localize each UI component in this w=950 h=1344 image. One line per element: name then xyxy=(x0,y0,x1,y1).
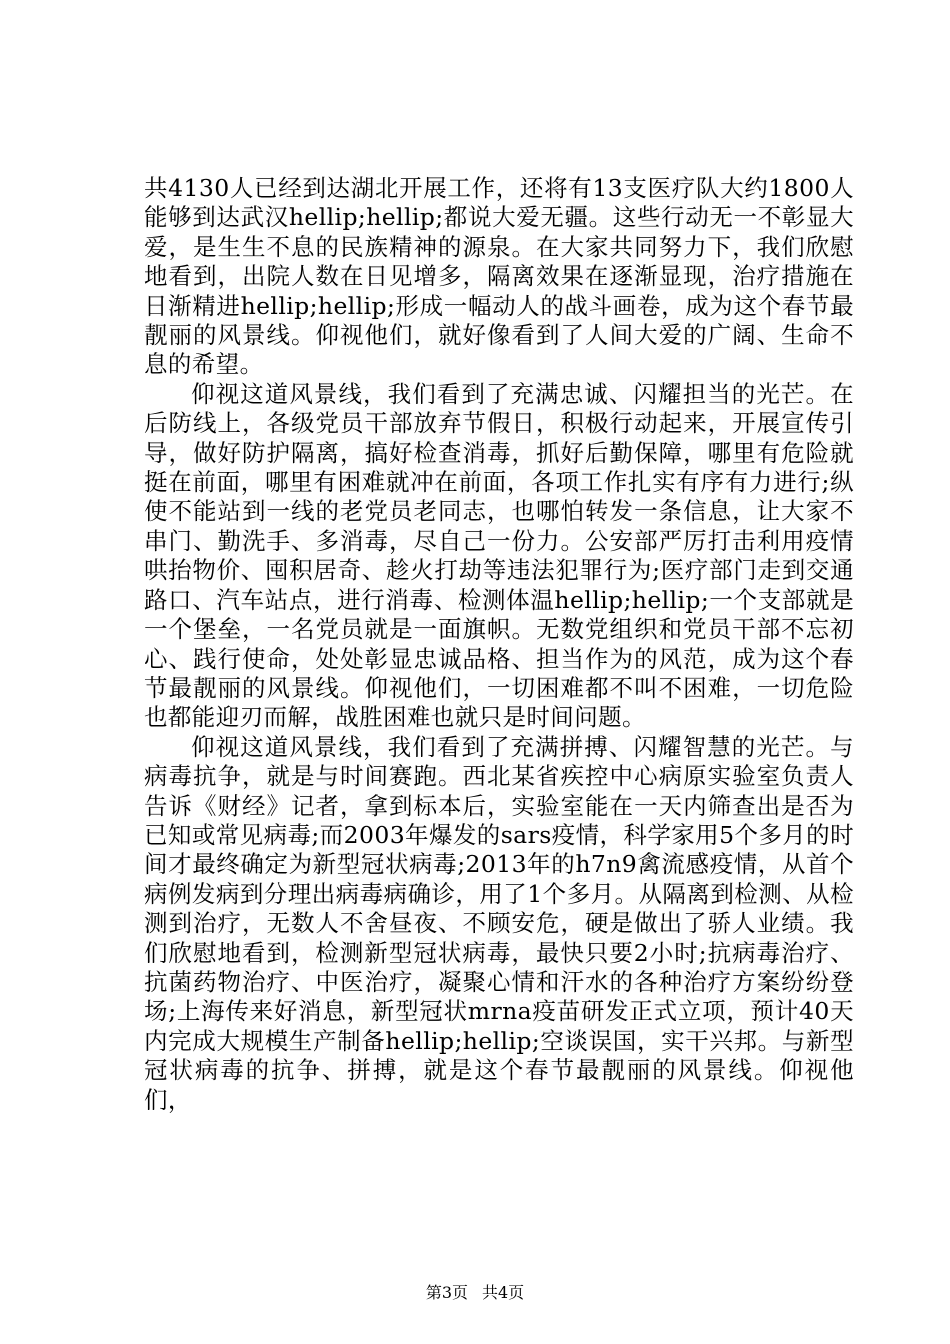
page-total: 共4页 xyxy=(482,1283,525,1302)
paragraph-2: 仰视这道风景线，我们看到了充满忠诚、闪耀担当的光芒。在后防线上，各级党员干部放弃节假日，积极行动起来，开展宣传引导，做好防护隔离，搞好检查消毒，抓好后勤保障，哪里有危险就挺在前面，哪里有困难就冲在前面，各项工作扎实有序有力进行;纵使不能站到一线的老党员老同志，也哪怕转发一条信息，让大家不串门、勤洗手、多消毒，尽自己一份力。公安部严厉打击利用疫情哄抬物价、囤积居奇、趁火打劫等违法犯罪行为;医疗部门走到交通路口、汽车站点，进行消毒、检测体温hellip;hellip;一个支部就是一个堡垒，一名党员就是一面旗帜。无数党组织和党员干部不忘初心、践行使命，处处彰显忠诚品格、担当作为的风范，成为这个春节最靓丽的风景线。仰视他们，一切困难都不叫不困难，一切危险也都能迎刃而解，战胜困难也就只是时间问题。 xyxy=(144,379,854,732)
paragraph-1: 共4130人已经到达湖北开展工作，还将有13支医疗队大约1800人能够到达武汉hellip;hellip;都说大爱无疆。这些行动无一不彰显大爱，是生生不息的民族精神的源泉。在大家共同努力下，我们欣慰地看到，出院人数在日见增多，隔离效果在逐渐显现，治疗措施在日渐精进hellip;hellip;形成一幅动人的战斗画卷，成为这个春节最靓丽的风景线。仰视他们，就好像看到了人间大爱的广阔、生命不息的希望。 xyxy=(144,174,854,379)
page-number: 第3页 xyxy=(425,1283,468,1302)
paragraph-3: 仰视这道风景线，我们看到了充满拼搏、闪耀智慧的光芒。与病毒抗争，就是与时间赛跑。西北某省疾控中心病原实验室负责人告诉《财经》记者，拿到标本后，实验室能在一天内筛查出是否为已知或常见病毒;而2003年爆发的sars疫情，科学家用5个多月的时间才最终确定为新型冠状病毒;2013年的h7n9禽流感疫情，从首个病例发病到分理出病毒病确诊，用了1个多月。从隔离到检测、从检测到治疗，无数人不舍昼夜、不顾安危，硬是做出了骄人业绩。我们欣慰地看到，检测新型冠状病毒，最快只要2小时;抗病毒治疗、抗菌药物治疗、中医治疗，凝聚心情和汗水的各种治疗方案纷纷登场;上海传来好消息，新型冠状mrna疫苗研发正式立项，预计40天内完成大规模生产制备hellip;hellip;空谈误国，实干兴邦。与新型冠状病毒的抗争、拼搏，就是这个春节最靓丽的风景线。仰视他们， xyxy=(144,732,854,1114)
document-body xyxy=(144,174,854,1115)
page-footer xyxy=(0,1283,950,1303)
